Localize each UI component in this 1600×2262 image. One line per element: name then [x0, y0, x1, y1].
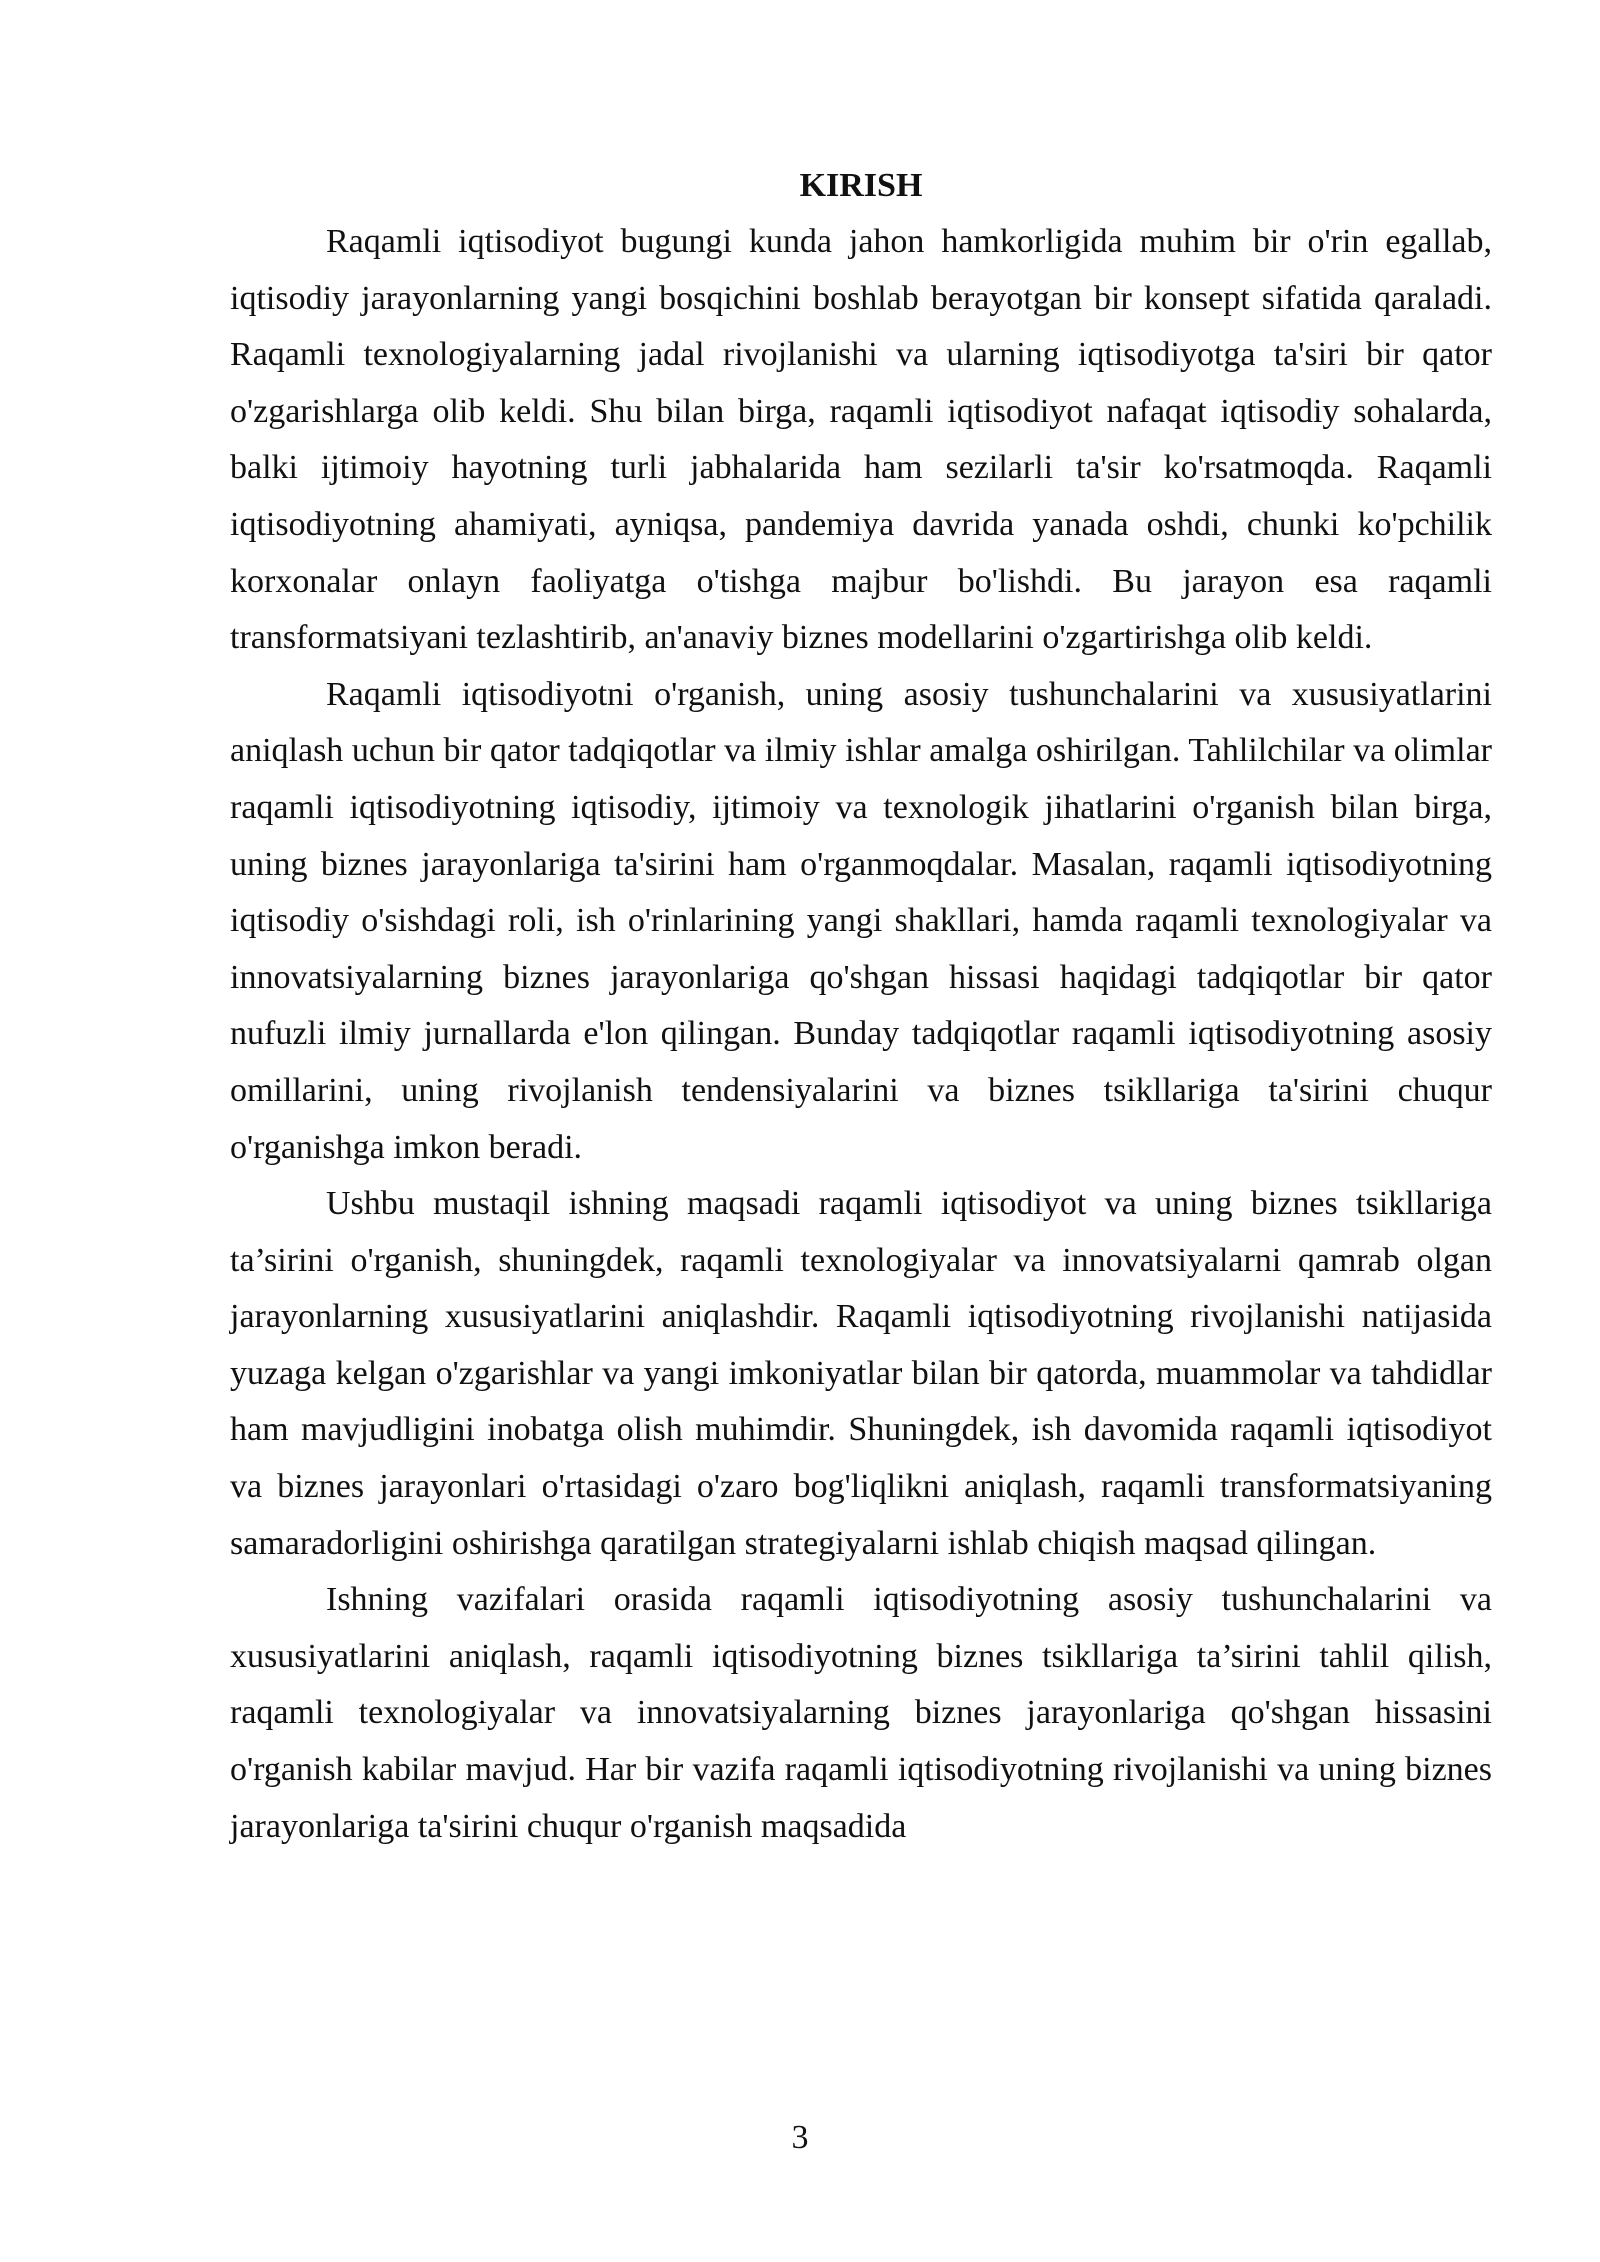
- section-title: KIRISH: [799, 167, 923, 204]
- paragraph-research: Raqamli iqtisodiyotni o'rganish, uning asosiy tushunchalarini va xususiyatlarini aniqlash uchun bir qator tadqiqotlar va ilmiy ishlar amalga oshirilgan. Tahlilchilar va olimlar raqamli iqtisodiyotning iqtisodiy, ijtimoiy va texnologik jihatlarini o'rganish bilan birga, uning biznes jarayonlariga ta'sirini ham o'rganmoqdalar. Masalan, raqamli iqtisodiyotning iqtisodiy o'sishdagi roli, ish o'rinlarining yangi shakllari, hamda raqamli texnologiyalar va innovatsiyalarning biznes jarayonlariga qo'shgan hissasi haqidagi tadqiqotlar bir qator nufuzli ilmiy jurnallarda e'lon qilingan. Bunday tadqiqotlar raqamli iqtisodiyotning asosiy omillarini, uning rivojlanish tendensiyalarini va biznes tsikllariga ta'sirini chuqur o'rganishga imkon beradi.: [230, 675, 1492, 1166]
- paragraph-intro: Raqamli iqtisodiyot bugungi kunda jahon hamkorligida muhim bir o'rin egallab, iqtisodiy jarayonlarning yangi bosqichini boshlab berayotgan bir konsept sifatida qaraladi. Raqamli texnologiyalarning jadal rivojlanishi va ularning iqtisodiyotga ta'siri bir qator o'zgarishlarga olib keldi. Shu bilan birga, raqamli iqtisodiyot nafaqat iqtisodiy sohalarda, balki ijtimoiy hayotning turli jabhalarida ham sezilarli ta'sir ko'rsatmoqda. Raqamli iqtisodiyotning ahamiyati, ayniqsa, pandemiya davrida yanada oshdi, chunki ko'pchilik korxonalar onlayn faoliyatga o'tishga majbur bo'lishdi. Bu jarayon esa raqamli transformatsiyani tezlashtirib, an'anaviy biznes modellarini o'zgartirishga olib keldi.: [230, 223, 1492, 657]
- paragraph-tasks: Ishning vazifalari orasida raqamli iqtisodiyotning asosiy tushunchalarini va xususiyatlarini aniqlash, raqamli iqtisodiyotning biznes tsikllariga ta’sirini tahlil qilish, raqamli texnologiyalar va innovatsiyalarning biznes jarayonlariga qo'shgan hissasini o'rganish kabilar mavjud. Har bir vazifa raqamli iqtisodiyotning rivojlanishi va uning biznes jarayonlariga ta'sirini chuqur o'rganish maqsadida: [230, 1581, 1492, 1845]
- paragraph-goal: Ushbu mustaqil ishning maqsadi raqamli iqtisodiyot va uning biznes tsikllariga ta’sirini o'rganish, shuningdek, raqamli texnologiyalar va innovatsiyalarni qamrab olgan jarayonlarning xususiyatlarini aniqlashdir. Raqamli iqtisodiyotning rivojlanishi natijasida yuzaga kelgan o'zgarishlar va yangi imkoniyatlar bilan bir qatorda, muammolar va tahdidlar ham mavjudligini inobatga olish muhimdir. Shuningdek, ish davomida raqamli iqtisodiyot va biznes jarayonlari o'rtasidagi o'zaro bog'liqlikni aniqlash, raqamli transformatsiyaning samaradorligini oshirishga qaratilgan strategiyalarni ishlab chiqish maqsad qilingan.: [230, 1185, 1492, 1562]
- document-page: [230, 158, 1492, 1855]
- page-number: 3: [791, 2119, 809, 2156]
